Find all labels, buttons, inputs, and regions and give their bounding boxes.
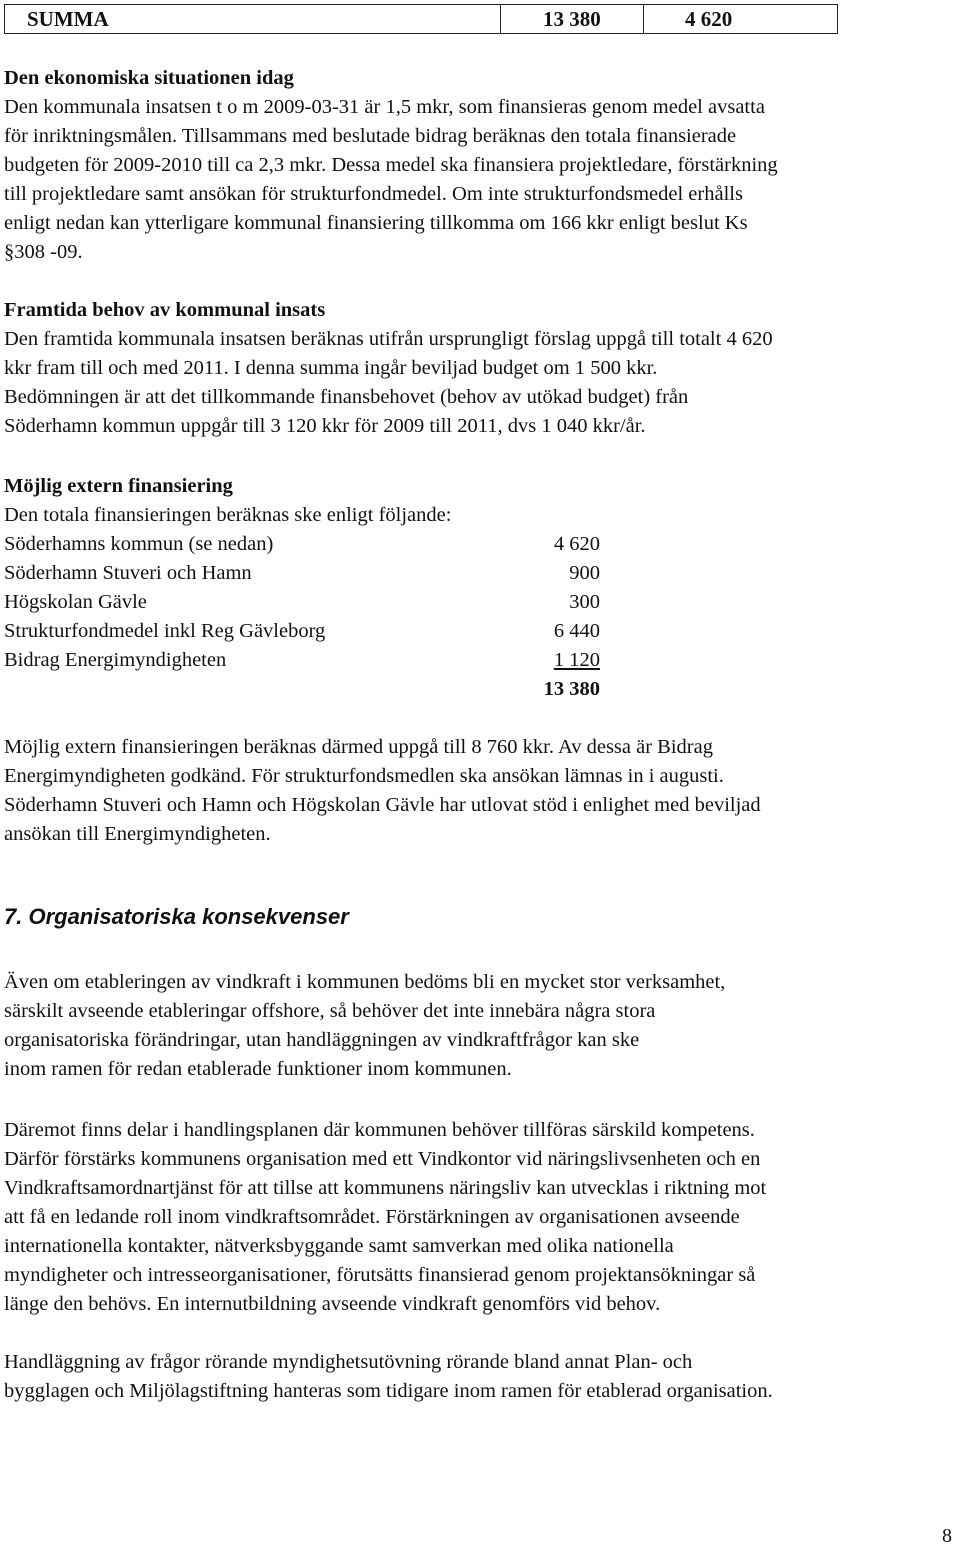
paragraph-line: Söderhamn kommun uppgår till 3 120 kkr för 2009 till 2011, dvs 1 040 kkr/år. (4, 415, 646, 437)
section-economic (4, 64, 778, 267)
summary-label: SUMMA (27, 7, 109, 31)
section-future (4, 296, 773, 441)
summary-table-row (4, 4, 838, 34)
list-item (0, 530, 700, 559)
paragraph-line: Den framtida kommunala insatsen beräknas utifrån ursprungligt förslag uppgå till totalt 4 620 (4, 328, 773, 350)
paragraph-line: ansökan till Energimyndigheten. (4, 823, 271, 845)
summary-municipal: 4 620 (685, 7, 733, 31)
paragraph-line: Energimyndigheten godkänd. För strukturfondsmedlen ska ansökan lämnas in i augusti. (4, 765, 724, 787)
list-item (0, 588, 700, 617)
financing-label: Söderhamn Stuveri och Hamn (4, 562, 252, 584)
paragraph-line: länge den behövs. En internutbildning avseende vindkraft genomförs vid behov. (4, 1293, 661, 1315)
external-summary (4, 733, 761, 849)
paragraph-line: Handläggning av frågor rörande myndighetsutövning rörande bland annat Plan- och (4, 1351, 693, 1373)
paragraph-line: internationella kontakter, nätverksbyggande samt samverkan med olika nationella (4, 1235, 674, 1257)
section-external (4, 472, 451, 530)
financing-label: Söderhamns kommun (se nedan) (4, 533, 274, 555)
table-divider (643, 5, 644, 33)
financing-label: Högskolan Gävle (4, 591, 147, 613)
paragraph-line: budgeten för 2009-2010 till ca 2,3 mkr. Dessa medel ska finansiera projektledare, förstärkning (4, 154, 778, 176)
paragraph-line: §308 -09. (4, 241, 83, 263)
section-heading: Den ekonomiska situationen idag (4, 67, 294, 89)
intro-line: Den totala finansieringen beräknas ske enligt följande: (4, 504, 452, 526)
financing-value: 300 (569, 591, 600, 613)
paragraph-line: Söderhamn Stuveri och Hamn och Högskolan Gävle har utlovat stöd i enlighet med beviljad (4, 794, 761, 816)
financing-value: 900 (569, 562, 600, 584)
list-item (0, 559, 700, 588)
page-number: 8 (942, 1525, 952, 1547)
paragraph-line: Bedömningen är att det tillkommande finansbehovet (behov av utökad budget) från (4, 386, 689, 408)
financing-value (480, 646, 600, 675)
section-7-paragraph-2 (4, 1116, 766, 1319)
paragraph-line: till projektledare samt ansökan för strukturfondmedel. Om inte strukturfondsmedel erhålls (4, 183, 743, 205)
financing-total-row (0, 675, 700, 704)
section-7-paragraph-1 (4, 968, 725, 1084)
financing-label: Bidrag Energimyndigheten (4, 649, 227, 671)
paragraph-line: kkr fram till och med 2011. I denna summa ingår beviljad budget om 1 500 kkr. (4, 357, 658, 379)
paragraph-line: myndigheter och intresseorganisationer, förutsätts finansierad genom projektansökningar så (4, 1264, 756, 1286)
section-heading-7: 7. Organisatoriska konsekvenser (4, 904, 349, 929)
paragraph-line: särskilt avseende etableringar offshore, så behöver det inte innebära några stora (4, 1000, 656, 1022)
section-heading: Framtida behov av kommunal insats (4, 299, 326, 321)
financing-list (0, 530, 960, 710)
financing-value: 6 440 (553, 620, 600, 642)
financing-value-underlined: 1 120 (553, 649, 600, 671)
list-item (0, 646, 700, 675)
summary-total: 13 380 (543, 7, 601, 31)
financing-total: 13 380 (543, 678, 600, 700)
table-divider (500, 5, 501, 33)
financing-label: Strukturfondmedel inkl Reg Gävleborg (4, 620, 326, 642)
paragraph-line: Den kommunala insatsen t o m 2009-03-31 är 1,5 mkr, som finansieras genom medel avsatta (4, 96, 765, 118)
financing-value: 4 620 (553, 533, 600, 555)
paragraph-line: att få en ledande roll inom vindkraftsområdet. Förstärkningen av organisationen avseende (4, 1206, 740, 1228)
paragraph-line: enligt nedan kan ytterligare kommunal finansiering tillkomma om 166 kkr enligt beslut Ks (4, 212, 748, 234)
section-heading: Möjlig extern finansiering (4, 475, 233, 497)
paragraph-line: Möjlig extern finansieringen beräknas därmed uppgå till 8 760 kkr. Av dessa är Bidrag (4, 736, 713, 758)
paragraph-line: bygglagen och Miljölagstiftning hanteras som tidigare inom ramen för etablerad organisation. (4, 1380, 773, 1402)
paragraph-line: Däremot finns delar i handlingsplanen där kommunen behöver tillföras särskild kompetens. (4, 1119, 755, 1141)
paragraph-line: organisatoriska förändringar, utan handläggningen av vindkraftfrågor kan ske (4, 1029, 640, 1051)
paragraph-line: Även om etableringen av vindkraft i kommunen bedöms bli en mycket stor verksamhet, (4, 971, 726, 993)
paragraph-line: för inriktningsmålen. Tillsammans med beslutade bidrag beräknas den totala finansierade (4, 125, 737, 147)
paragraph-line: inom ramen för redan etablerade funktioner inom kommunen. (4, 1058, 512, 1080)
section-7-paragraph-3 (4, 1348, 773, 1406)
list-item (0, 617, 700, 646)
paragraph-line: Vindkraftsamordnartjänst för att tillse att kommunens näringsliv kan utvecklas i riktning mot (4, 1177, 767, 1199)
paragraph-line: Därför förstärks kommunens organisation med ett Vindkontor vid näringslivsenheten och en (4, 1148, 761, 1170)
